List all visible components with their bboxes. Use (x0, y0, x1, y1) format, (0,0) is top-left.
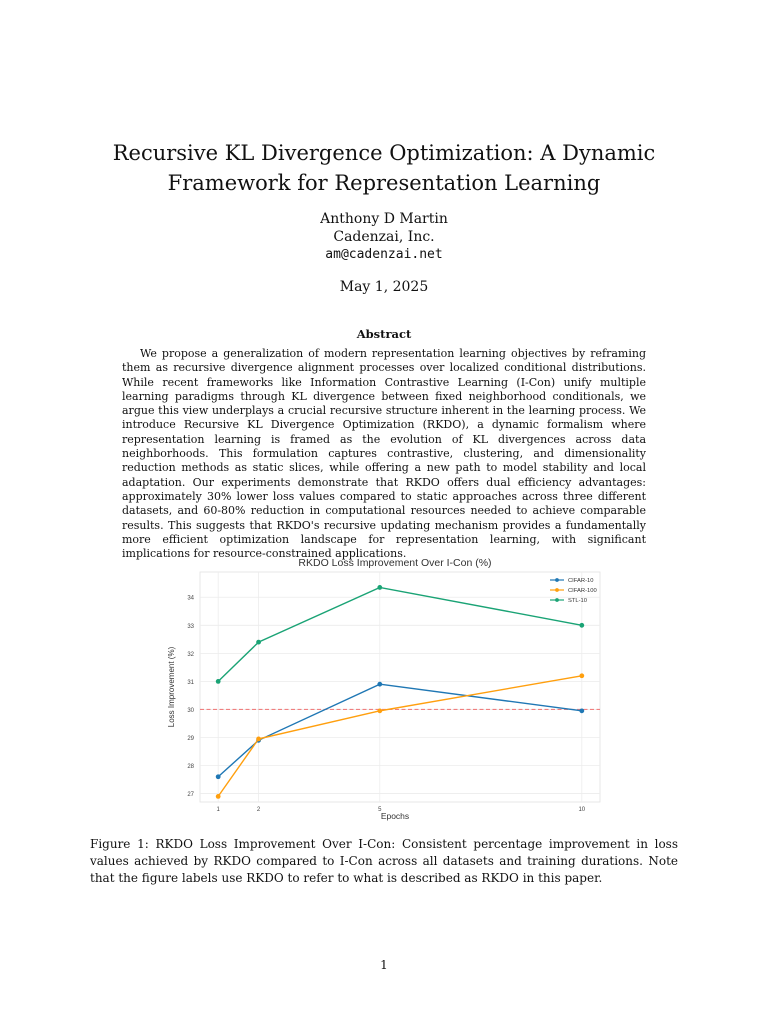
legend-marker (555, 578, 559, 582)
legend-marker (555, 598, 559, 602)
data-point (216, 774, 221, 779)
loss-improvement-chart (160, 552, 610, 824)
data-point (579, 673, 584, 678)
abstract-text: We propose a generalization of modern representation learning objectives by reframing them as recursive divergence alignment processes over localized conditional distributions. While recent frameworks like Information Contrastive Learning (I-Con) unify multiple learning paradigms through KL divergence between fixed neighborhood conditionals, we argue this view underplays a crucial recursive structure inherent in the learning process. We introduce Recursive KL Divergence Optimization (RKDO), a dynamic formalism where representation learning is framed as the evolution of KL divergences across data neighborhoods. This formulation captures contrastive, clustering, and dimensionality reduction methods as static slices, while offering a new path to model stability and local adaptation. Our experiments demonstrate that RKDO offers dual efficiency advantages: approximately 30% lower loss values compared to static approaches across three different datasets, and 60-80% reduction in computational resources needed to achieve comparable results. This suggests that RKDO's recursive updating mechanism provides a fundamentally more efficient optimization landscape for representation learning, with significant implications for resource-constrained applications. (122, 347, 646, 561)
data-point (256, 736, 261, 741)
y-tick-label: 32 (187, 651, 194, 658)
data-point (377, 708, 382, 713)
author-block (0, 210, 768, 264)
author-email[interactable]: am@cadenzai.net (325, 247, 443, 262)
legend-label: CIFAR-100 (568, 588, 597, 595)
chart-title: RKDO Loss Improvement Over I-Con (%) (298, 557, 492, 569)
abstract-heading: Abstract (356, 327, 412, 341)
y-tick-label: 31 (187, 679, 194, 686)
paper-title: Recursive KL Divergence Optimization: A Dynamic Framework for Representation Learning (112, 141, 656, 195)
x-tick-label: 10 (578, 807, 586, 813)
y-tick-label: 28 (187, 764, 194, 771)
x-tick-label: 5 (378, 807, 382, 813)
figure-1 (160, 552, 610, 824)
y-tick-label: 30 (187, 707, 194, 714)
y-tick-label: 33 (187, 623, 194, 630)
x-axis-label: Epochs (380, 811, 410, 821)
data-point (579, 708, 584, 713)
page-number: 1 (380, 958, 388, 972)
data-point (579, 623, 584, 628)
data-point (216, 794, 221, 799)
data-point (377, 585, 382, 590)
author-affiliation: Cadenzai, Inc. (333, 229, 435, 245)
y-tick-labels (187, 596, 194, 798)
figure-caption: Figure 1: RKDO Loss Improvement Over I-Con: Consistent percentage improvement in loss values achieved by RKDO compared to I-Con across all datasets and training durations. Note that the figure labels use RKDO to refer to what is described as RKDO in this paper. (90, 837, 678, 885)
x-tick-label: 2 (256, 807, 261, 813)
paper-date: May 1, 2025 (339, 279, 429, 295)
y-tick-label: 27 (187, 792, 194, 799)
legend-label: CIFAR-10 (568, 578, 594, 585)
y-axis-label: Loss Improvement (%) (167, 646, 176, 728)
y-tick-label: 29 (187, 735, 194, 742)
legend-marker (555, 588, 559, 592)
data-point (256, 640, 261, 645)
legend-label: STL-10 (568, 598, 588, 605)
author-name: Anthony D Martin (320, 211, 448, 227)
x-tick-label: 1 (216, 807, 220, 813)
data-point (377, 682, 382, 687)
data-point (216, 679, 221, 684)
y-tick-label: 34 (187, 595, 194, 602)
